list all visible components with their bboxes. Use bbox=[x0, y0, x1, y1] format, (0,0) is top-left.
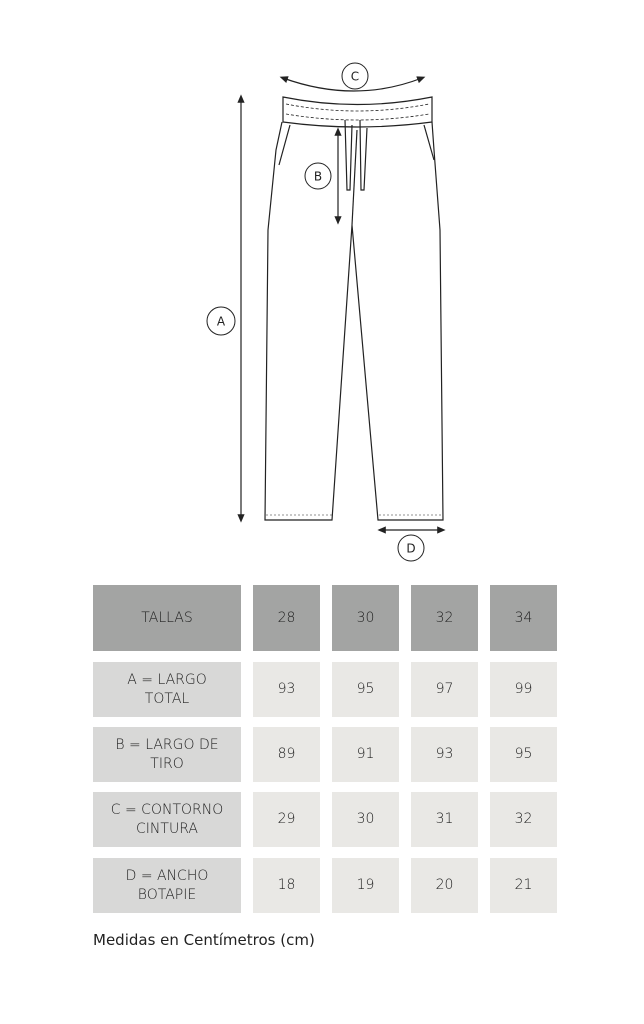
measurement-value: 95 bbox=[332, 662, 399, 717]
measurement-value: 95 bbox=[490, 727, 557, 782]
measure-d bbox=[381, 530, 442, 561]
row-label bbox=[93, 792, 241, 847]
size-header: 28 bbox=[253, 585, 320, 651]
measurement-value: 99 bbox=[490, 662, 557, 717]
measurement-value: 91 bbox=[332, 727, 399, 782]
label-d: D bbox=[406, 541, 416, 556]
row-label-line: CINTURA bbox=[136, 820, 198, 837]
measurement-value: 18 bbox=[253, 858, 320, 913]
row-label bbox=[93, 727, 241, 782]
measurement-value: 20 bbox=[411, 858, 478, 913]
size-header: 34 bbox=[490, 585, 557, 651]
measurement-value: 89 bbox=[253, 727, 320, 782]
row-label bbox=[93, 662, 241, 717]
measurement-value: 30 bbox=[332, 792, 399, 847]
measure-a bbox=[207, 98, 241, 519]
measurement-value: 93 bbox=[253, 662, 320, 717]
row-label-line: BOTAPIE bbox=[137, 886, 197, 903]
label-b: B bbox=[313, 169, 323, 184]
row-label-line: TOTAL bbox=[144, 690, 190, 707]
measure-c bbox=[283, 63, 422, 91]
label-c: C bbox=[350, 69, 360, 84]
header-tallas: TALLAS bbox=[93, 585, 241, 651]
measurement-value: 19 bbox=[332, 858, 399, 913]
measurement-value: 32 bbox=[490, 792, 557, 847]
measurement-value: 93 bbox=[411, 727, 478, 782]
measure-b bbox=[305, 131, 338, 221]
label-a: A bbox=[216, 314, 226, 329]
row-label-line: A = LARGO bbox=[127, 671, 207, 688]
row-label-line: TIRO bbox=[150, 755, 184, 772]
row-label-line: B = LARGO DE bbox=[115, 736, 219, 753]
measurement-value: 97 bbox=[411, 662, 478, 717]
units-note: Medidas en Centímetros (cm) bbox=[93, 931, 315, 949]
row-label-line: D = ANCHO bbox=[125, 867, 209, 884]
pants-outline bbox=[265, 97, 443, 520]
row-label-line: C = CONTORNO bbox=[110, 801, 224, 818]
measurement-value: 21 bbox=[490, 858, 557, 913]
size-header: 30 bbox=[332, 585, 399, 651]
size-header: 32 bbox=[411, 585, 478, 651]
row-label bbox=[93, 858, 241, 913]
measurement-value: 29 bbox=[253, 792, 320, 847]
measurement-value: 31 bbox=[411, 792, 478, 847]
